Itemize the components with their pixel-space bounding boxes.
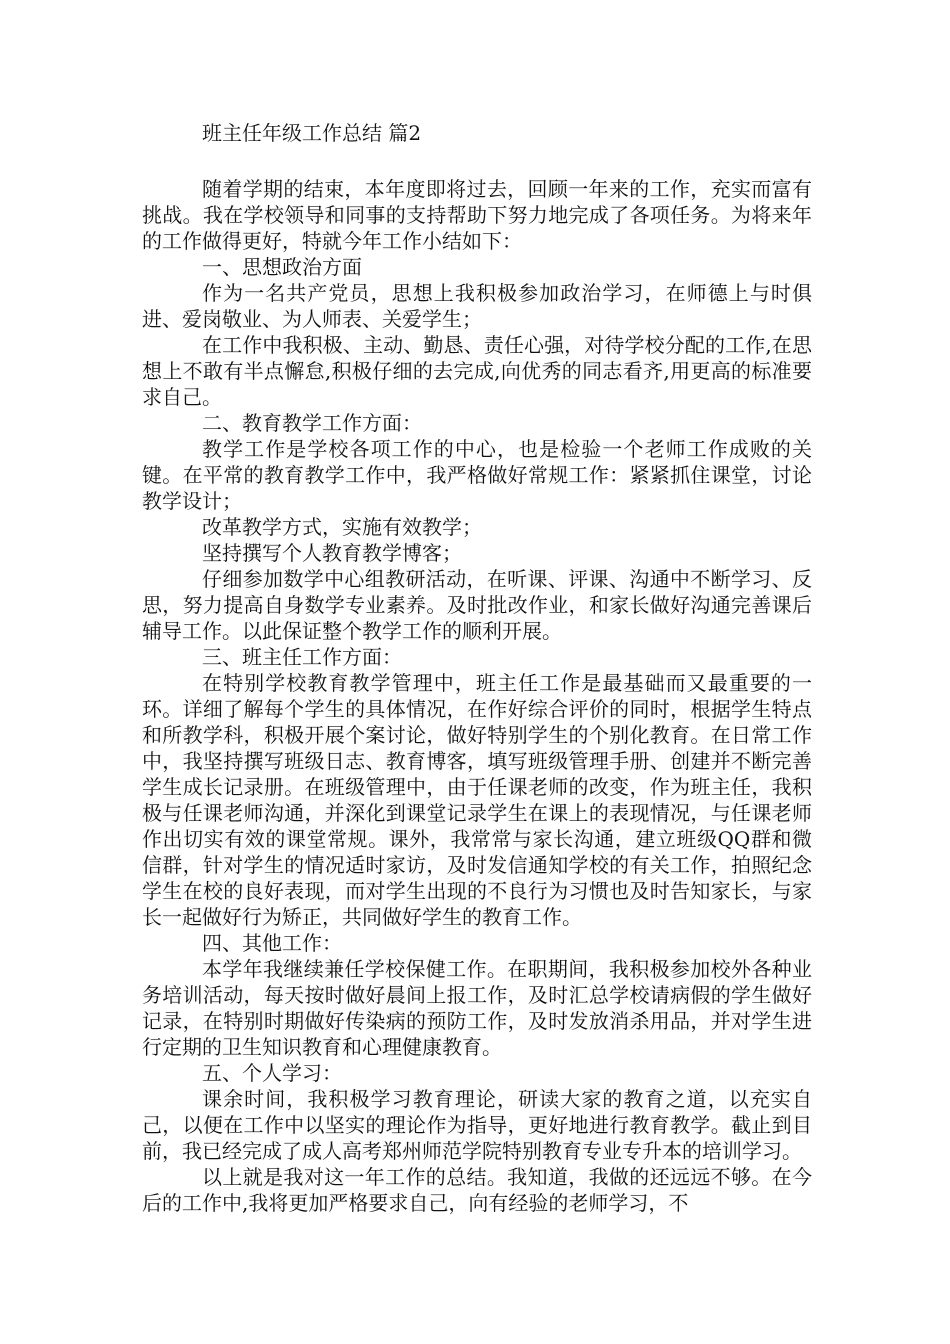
section-heading-other: 四、其他工作： (202, 931, 342, 955)
paragraph: 在工作中我积极、主动、勤恳、责任心强，对待学校分配的工作,在思想上不敢有半点懈怠,积极仔细的去完成,向优秀的同志看齐,用更高的标准要求自己。 (142, 333, 812, 409)
intro-paragraph: 随着学期的结束，本年度即将过去，回顾一年来的工作，充实而富有挑战。我在学校领导和同事的支持帮助下努力地完成了各项任务。为将来年的工作做得更好，特就今年工作小结如下： (142, 177, 812, 253)
section-heading-class-teacher: 三、班主任工作方面： (202, 645, 402, 669)
document-title: 班主任年级工作总结 篇2 (202, 121, 422, 145)
section-heading-teaching: 二、教育教学工作方面： (202, 411, 422, 435)
section-heading-personal-study: 五、个人学习： (202, 1061, 342, 1085)
paragraph: 课余时间，我积极学习教育理论，研读大家的教育之道，以充实自己，以便在工作中以坚实的理论作为指导，更好地进行教育教学。截止到目前，我已经完成了成人高考郑州师范学院特别教育专业专升本的培训学习。 (142, 1087, 812, 1163)
paragraph: 坚持撰写个人教育教学博客； (202, 541, 462, 565)
document-body (142, 120, 812, 1216)
paragraph: 作为一名共产党员，思想上我积极参加政治学习，在师德上与时俱进、爱岗敬业、为人师表、关爱学生； (142, 281, 812, 331)
paragraph: 仔细参加数学中心组教研活动，在听课、评课、沟通中不断学习、反思，努力提高自身数学专业素养。及时批改作业，和家长做好沟通完善课后辅导工作。以此保证整个教学工作的顺利开展。 (142, 567, 812, 643)
closing-paragraph: 以上就是我对这一年工作的总结。我知道，我做的还远远不够。在今后的工作中,我将更加严格要求自己，向有经验的老师学习，不 (142, 1165, 812, 1215)
paragraph: 在特别学校教育教学管理中，班主任工作是最基础而又最重要的一环。详细了解每个学生的具体情况，在作好综合评价的同时，根据学生特点和所教学科，积极开展个案讨论，做好特别学生的个别化教育。在日常工作中，我坚持撰写班级日志、教育博客，填写班级管理手册、创建并不断完善学生成长记录册。在班级管理中，由于任课老师的改变，作为班主任，我积极与任课老师沟通，并深化到课堂记录学生在课上的表现情况，与任课老师作出切实有效的课堂常规。课外，我常常与家长沟通，建立班级QQ群和微信群，针对学生的情况适时家访，及时发信通知学校的有关工作，拍照纪念学生在校的良好表现，而对学生出现的不良行为习惯也及时告知家长，与家长一起做好行为矫正，共同做好学生的教育工作。 (142, 671, 812, 929)
paragraph: 本学年我继续兼任学校保健工作。在职期间，我积极参加校外各种业务培训活动，每天按时做好晨间上报工作，及时汇总学校请病假的学生做好记录，在特别时期做好传染病的预防工作，及时发放消杀用品，并对学生进行定期的卫生知识教育和心理健康教育。 (142, 957, 812, 1059)
paragraph: 教学工作是学校各项工作的中心，也是检验一个老师工作成败的关键。在平常的教育教学工作中，我严格做好常规工作：紧紧抓住课堂，讨论教学设计； (142, 437, 812, 513)
paragraph: 改革教学方式，实施有效教学； (202, 515, 482, 539)
section-heading-politics: 一、思想政治方面 (202, 255, 362, 279)
